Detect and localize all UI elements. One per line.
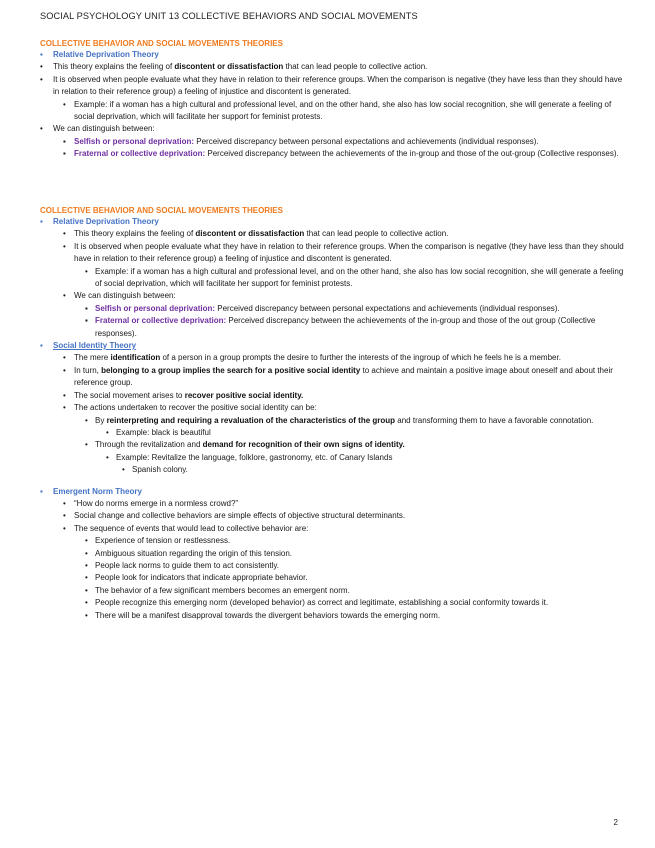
bullet-icon (63, 402, 71, 414)
list-item (40, 597, 630, 609)
text: Social change and collective behaviors are simple effects of objective structural determinants. (74, 511, 406, 521)
bullet-icon (63, 352, 71, 364)
text: We can distinguish between: (53, 124, 155, 134)
list-item (40, 266, 630, 291)
bullet-icon (63, 365, 71, 377)
bullet-icon (106, 452, 114, 464)
list-item (40, 390, 630, 402)
bullet-icon (40, 61, 48, 73)
text: and transforming them to have a favorable connotation. (395, 415, 594, 425)
term-label: Selfish or personal deprivation: (95, 303, 216, 313)
bullet-icon (63, 390, 71, 402)
term-label: Fraternal or collective deprivation: (74, 149, 206, 159)
bullet-icon (63, 136, 71, 148)
list-item (40, 123, 630, 135)
section-heading: COLLECTIVE BEHAVIOR AND SOCIAL MOVEMENTS THEORIES (40, 206, 283, 215)
list-item (40, 464, 630, 476)
text: People lack norms to guide them to act consistently. (95, 560, 279, 570)
list-item (40, 535, 630, 547)
bullet-icon (63, 510, 71, 522)
text: Spanish colony. (132, 465, 188, 475)
bullet-icon (40, 74, 48, 86)
list-item (40, 610, 630, 622)
list-item (40, 365, 630, 390)
list-item (40, 99, 630, 124)
text: “How do norms emerge in a normless crowd?” (74, 498, 239, 508)
text: of a person in a group prompts the desire to further the interests of the ingroup of which he feels he is a member. (160, 353, 561, 363)
text: Example: if a woman has a high cultural and professional level, and on the other hand, she also has low social recognition, she will generate a feeling of social deprivation, which will facilitate her support for feminist protests. (95, 266, 624, 289)
list-item (40, 303, 630, 315)
text: This theory explains the feeling of (74, 229, 196, 239)
subheading-relative-deprivation: Relative Deprivation Theory (53, 50, 159, 59)
bullet-icon (85, 548, 93, 560)
bullet-icon (63, 99, 71, 111)
subheading-social-identity: Social Identity Theory (53, 341, 137, 351)
list-item (40, 548, 630, 560)
list-item (40, 402, 630, 414)
section-heading: COLLECTIVE BEHAVIOR AND SOCIAL MOVEMENTS THEORIES (40, 39, 283, 48)
bullet-icon (106, 427, 114, 439)
list-item (40, 148, 630, 160)
list-item (40, 523, 630, 535)
bullet-icon (63, 148, 71, 160)
bold-text: recover positive social identity. (184, 390, 304, 400)
text: Example: black is beautiful (116, 427, 211, 437)
bullet-icon (85, 315, 93, 327)
list-item (40, 136, 630, 148)
bullet-icon (85, 415, 93, 427)
bullet-icon (63, 290, 71, 302)
list-item (40, 61, 630, 73)
bullet-icon (40, 486, 48, 498)
text: Perceived discrepancy between personal expectations and achievements (individual responses). (194, 136, 539, 146)
text: Ambiguous situation regarding the origin of this tension. (95, 548, 293, 558)
text: It is observed when people evaluate what they have in relation to their reference groups. When the comparison is negative (they have less than they should have in relation to their reference group) a feeling of injustice and discontent is generated. (53, 74, 623, 97)
section-2-list (40, 216, 630, 622)
bold-text: discontent or dissatisfaction (195, 229, 305, 239)
text: Example: Revitalize the language, folklore, gastronomy, etc. of Canary Islands (116, 452, 393, 462)
bullet-icon (85, 303, 93, 315)
term-label: Fraternal or collective deprivation: (95, 316, 227, 326)
list-item (40, 290, 630, 302)
list-item (40, 352, 630, 364)
bold-text: identification (110, 353, 161, 363)
bullet-icon (63, 523, 71, 535)
list-item (40, 49, 630, 61)
text: In turn, (74, 365, 102, 375)
bullet-icon (85, 597, 93, 609)
list-item (40, 560, 630, 572)
list-item (40, 572, 630, 584)
text: Perceived discrepancy between personal expectations and achievements (individual responses). (215, 303, 560, 313)
text: It is observed when people evaluate what they have in relation to their reference groups. When the comparison is negative (they have less than they should have in relation to their reference group) a feeling of injustice and discontent is generated. (74, 241, 624, 264)
bullet-icon (85, 439, 93, 451)
bullet-icon (85, 585, 93, 597)
list-item (40, 228, 630, 240)
bullet-icon (40, 49, 48, 61)
bullet-icon (122, 464, 130, 476)
bold-text: reinterpreting and requiring a revaluation of the characteristics of the group (106, 415, 396, 425)
text: People look for indicators that indicate appropriate behavior. (95, 573, 308, 583)
text: By (95, 415, 107, 425)
text: The actions undertaken to recover the positive social identity can be: (74, 403, 317, 413)
text: The behavior of a few significant members becomes an emergent norm. (95, 585, 350, 595)
bold-text: belonging to a group implies the search for a positive social identity (101, 365, 361, 375)
bold-text: discontent or dissatisfaction (174, 62, 284, 72)
list-item (40, 498, 630, 510)
bullet-icon (63, 498, 71, 510)
list-item (40, 340, 630, 352)
spacer (40, 477, 630, 486)
list-item (40, 510, 630, 522)
text: that can lead people to collective action. (283, 62, 428, 72)
list-item (40, 427, 630, 439)
list-item (40, 216, 630, 228)
bullet-icon (40, 123, 48, 135)
subheading-relative-deprivation: Relative Deprivation Theory (53, 217, 159, 226)
list-item (40, 585, 630, 597)
list-item (40, 315, 630, 340)
list-item (40, 74, 630, 99)
text: The social movement arises to (74, 390, 185, 400)
text: There will be a manifest disapproval towards the divergent behaviors towards the emerging norm. (95, 610, 441, 620)
list-item (40, 452, 630, 464)
list-item (40, 415, 630, 427)
text: Through the revitalization and (95, 440, 203, 450)
bullet-icon (85, 535, 93, 547)
bold-text: demand for recognition of their own signs of identity. (202, 440, 405, 450)
list-item (40, 486, 630, 498)
text: Example: if a woman has a high cultural and professional level, and on the other hand, she also has low social recognition, she will generate a feeling of social deprivation, which will facilitate her support for feminist protests. (74, 99, 612, 122)
text: that can lead people to collective action. (304, 229, 449, 239)
bullet-icon (63, 241, 71, 253)
text: to achieve and maintain a positive image about oneself and about their reference group. (74, 365, 613, 388)
subheading-emergent-norm: Emergent Norm Theory (53, 486, 142, 496)
text: The mere (74, 353, 111, 363)
bullet-icon (63, 228, 71, 240)
text: We can distinguish between: (74, 291, 176, 301)
list-item (40, 241, 630, 266)
text: Experience of tension or restlessness. (95, 536, 231, 546)
bullet-icon (85, 266, 93, 278)
section-1 (40, 38, 630, 161)
bullet-icon (85, 610, 93, 622)
text: People recognize this emerging norm (developed behavior) as correct and legitimate, establishing a social conformity towards it. (95, 598, 549, 608)
bullet-icon (40, 216, 48, 228)
term-label: Selfish or personal deprivation: (74, 136, 195, 146)
page-title: SOCIAL PSYCHOLOGY UNIT 13 COLLECTIVE BEHAVIORS AND SOCIAL MOVEMENTS (40, 11, 418, 21)
bullet-icon (85, 560, 93, 572)
page-number: 2 (613, 818, 618, 827)
text: Perceived discrepancy between the achievements of the in-group and those of the out-group (Collective responses). (205, 149, 619, 159)
text: Perceived discrepancy between the achievements of the in-group and those of the out group (Collective responses). (95, 316, 596, 338)
section-1-list (40, 49, 630, 161)
text: The sequence of events that would lead to collective behavior are: (74, 523, 309, 533)
section-2 (40, 205, 630, 622)
list-item (40, 439, 630, 451)
bullet-icon (85, 572, 93, 584)
text: This theory explains the feeling of (53, 62, 175, 72)
bullet-icon (40, 340, 48, 352)
